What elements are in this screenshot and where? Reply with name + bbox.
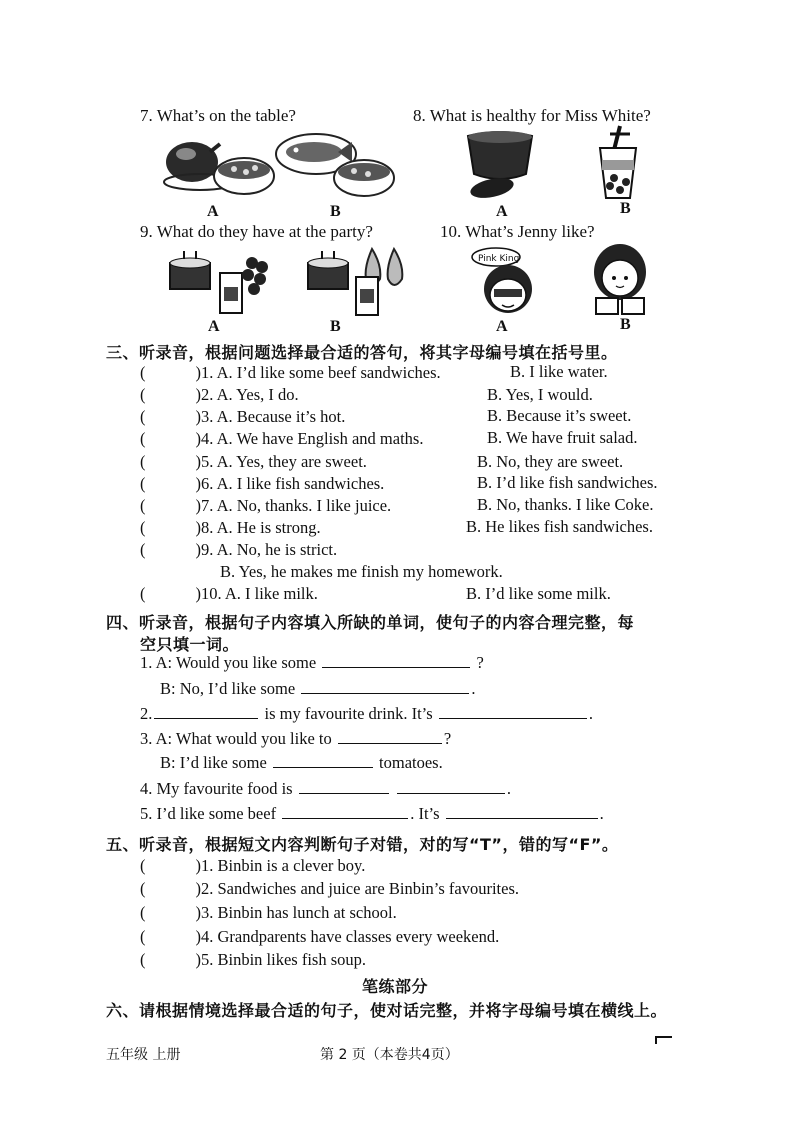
s3-item-1-b: B. I like water.: [510, 362, 608, 381]
blank[interactable]: [446, 804, 598, 819]
s3-item-8-b: B. He likes fish sandwiches.: [466, 517, 653, 536]
s3-item-3-b: B. Because it’s sweet.: [487, 406, 632, 425]
girl-reading-image: [590, 242, 652, 320]
question-8: 8. What is healthy for Miss White?: [413, 106, 651, 125]
q10-option-b: B: [620, 316, 631, 333]
cake-juice-grapes-image: [164, 243, 274, 321]
section-3-heading: 三、听录音，根据问题选择最合适的答句，将其字母编号填在括号里。: [106, 343, 618, 362]
s5-item-5: ( )5. Binbin likes fish soup.: [140, 950, 367, 969]
blank[interactable]: [338, 729, 442, 744]
s3-item-2-b: B. Yes, I would.: [487, 385, 593, 404]
blank[interactable]: [282, 804, 408, 819]
s3-item-7-b: B. No, thanks. I like Coke.: [477, 495, 654, 514]
roast-chicken-soup-image: [160, 132, 278, 204]
section-4-heading: 四、听录音，根据句子内容填入所缺的单词，使句子的内容合理完整，每: [106, 613, 635, 632]
s4-line-3: 2. is my favourite drink. It’s .: [140, 704, 593, 723]
q9-option-b: B: [330, 318, 341, 335]
blank[interactable]: [397, 779, 505, 794]
s4-line-7: 5. I’d like some beef . It’s .: [140, 804, 604, 823]
corner-mark-icon: [654, 1034, 674, 1046]
section-4-heading-cont: 空只填一词。: [140, 635, 240, 654]
q7-option-b: B: [330, 203, 341, 220]
s3-item-1: ( )1. A. I’d like some beef sandwiches.: [140, 363, 441, 382]
q7-option-a: A: [207, 203, 219, 220]
s3-item-10: ( )10. A. I like milk.: [140, 584, 318, 603]
s4-line-2: B: No, I’d like some .: [160, 679, 476, 698]
question-7: 7. What’s on the table?: [140, 106, 296, 125]
s4-line-1: 1. A: Would you like some ?: [140, 653, 484, 672]
s3-item-10-b: B. I’d like some milk.: [466, 584, 611, 603]
q8-option-b: B: [620, 200, 631, 217]
blank[interactable]: [439, 704, 587, 719]
blank[interactable]: [301, 679, 469, 694]
written-part-title: 笔练部分: [362, 977, 429, 996]
s4-line-4: 3. A: What would you like to ?: [140, 729, 452, 748]
s4-line-5: B: I’d like some tomatoes.: [160, 753, 443, 772]
s5-item-1: ( )1. Binbin is a clever boy.: [140, 856, 366, 875]
blank[interactable]: [273, 753, 373, 768]
blank[interactable]: [154, 704, 258, 719]
question-10: 10. What’s Jenny like?: [440, 222, 595, 241]
footer-grade: 五年级 上册: [106, 1047, 181, 1063]
s3-item-7: ( )7. A. No, thanks. I like juice.: [140, 496, 392, 515]
section-5-heading: 五、听录音，根据短文内容判断句子对错，对的写“T”，错的写“F”。: [106, 835, 619, 854]
footer-page-number: 第 2 页（本卷共4页）: [320, 1047, 459, 1063]
s3-item-5-b: B. No, they are sweet.: [477, 452, 624, 471]
s4-line-6: 4. My favourite food is .: [140, 779, 511, 798]
s3-item-4-b: B. We have fruit salad.: [487, 428, 638, 447]
girl-speech-bubble-image: [470, 245, 542, 321]
s3-item-8: ( )8. A. He is strong.: [140, 518, 321, 537]
bubble-tea-image: [596, 124, 640, 202]
s3-item-6: ( )6. A. I like fish sandwiches.: [140, 474, 385, 493]
s3-item-9-b: B. Yes, he makes me finish my homework.: [220, 562, 503, 581]
blank[interactable]: [299, 779, 389, 794]
q10-option-a: A: [496, 318, 508, 335]
question-9: 9. What do they have at the party?: [140, 222, 373, 241]
s3-item-6-b: B. I’d like fish sandwiches.: [477, 473, 658, 492]
blank[interactable]: [322, 653, 470, 668]
bowl-sweet-potato-image: [462, 128, 538, 202]
q9-option-a: A: [208, 318, 220, 335]
fish-soup-image: [274, 128, 396, 202]
s5-item-2: ( )2. Sandwiches and juice are Binbin’s favourites.: [140, 879, 520, 898]
s3-item-4: ( )4. A. We have English and maths.: [140, 429, 424, 448]
q8-option-a: A: [496, 203, 508, 220]
s5-item-4: ( )4. Grandparents have classes every weekend.: [140, 927, 500, 946]
bubble-text: Pink King: [478, 254, 520, 264]
cake-juice-pears-image: [302, 243, 408, 321]
s3-item-5: ( )5. A. Yes, they are sweet.: [140, 452, 367, 471]
s3-item-3: ( )3. A. Because it’s hot.: [140, 407, 346, 426]
section-6-heading: 六、请根据情境选择最合适的句子，使对话完整，并将字母编号填在横线上。: [106, 1001, 668, 1020]
s3-item-2: ( )2. A. Yes, I do.: [140, 385, 299, 404]
s3-item-9: ( )9. A. No, he is strict.: [140, 540, 338, 559]
s5-item-3: ( )3. Binbin has lunch at school.: [140, 903, 397, 922]
